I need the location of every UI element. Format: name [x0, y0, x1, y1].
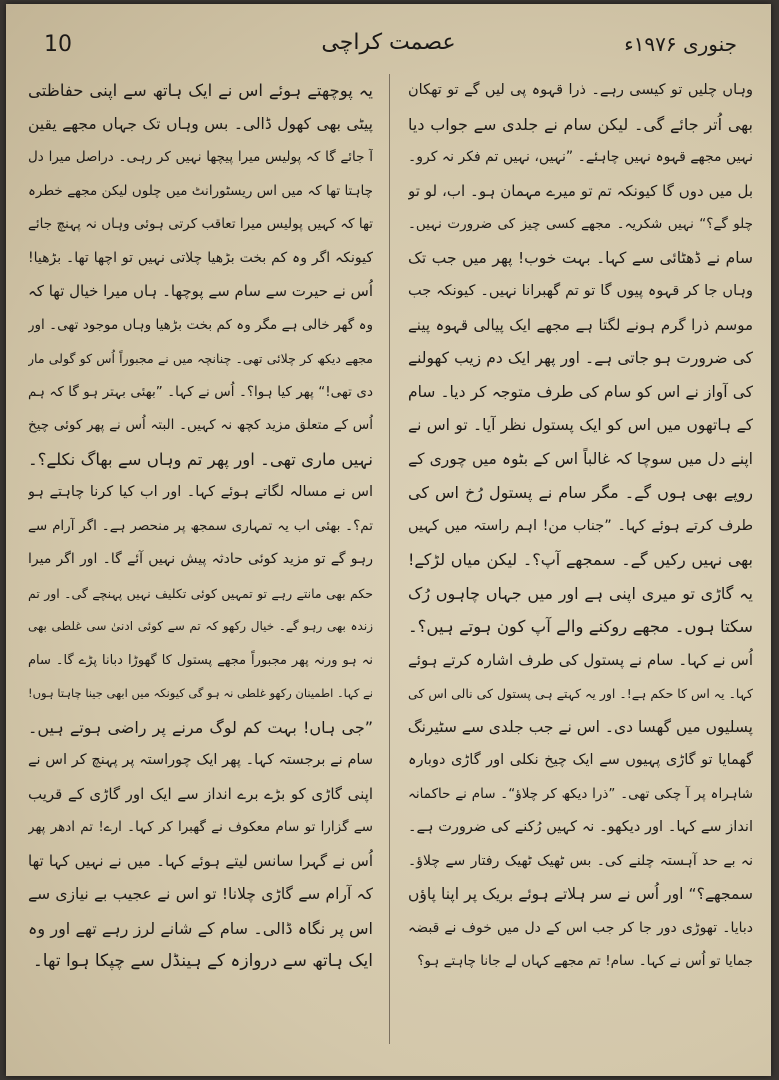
text-line: اُس نے کہا۔ سام نے پستول کی طرف اشارہ کرتے ہوئے	[408, 650, 753, 669]
text-line: دی تھی!“ پھر کیا ہوا؟۔ اُس نے کہا۔ ”بھئی بہتر ہو گا کہ ہم	[28, 383, 373, 400]
text-line: تھا کہ کہیں پولیس میرا تعاقب کرتی ہوئی وہاں نہ پہنچ جائے	[28, 216, 373, 232]
text-line: یہ گاڑی تو میری اپنی ہے اور میں جہاں چاہوں رُک	[408, 583, 753, 603]
text-line: روپے بھی ہوں گے۔ مگر سام نے پستول رُخ اس کی	[408, 483, 753, 502]
text-line: سام نے برجستہ کہا۔ پھر ایک چوراستہ پر پہنچ کر اس نے	[28, 752, 373, 768]
text-line: بھی اُتر جائے گی۔ لیکن سام نے جلدی سے جواب دیا	[408, 114, 753, 134]
text-line: وہاں چلیں تو کیسی رہے۔ ذرا قہوہ پی لیں گے تو تھکان	[408, 82, 753, 98]
text-line: یہ پوچھتے ہوئے اس نے ایک ہاتھ سے اپنی حفاظتی	[28, 81, 373, 100]
text-line: سے گزارا تو سام معکوف نے گھبرا کر کہا۔ ارے! تم ادھر پھر	[28, 819, 373, 835]
text-line: اُس نے حیرت سے سام سے پوچھا۔ ہاں میرا خیال تھا کہ	[28, 282, 373, 300]
text-line: رہو گے تو مزید کوئی حادثہ پیش نہیں آئے گا۔ اور اگر میرا	[28, 551, 373, 567]
text-line: اس پر نگاہ ڈالی۔ سام کے شانے لرز رہے تھے اور وہ	[28, 918, 373, 938]
text-line: اپنے دل میں سوچا کہ غالباً اس کے بٹوہ میں چوری کے	[408, 449, 753, 468]
text-line: پیٹی بھی کھول ڈالی۔ بس وہاں تک جہاں مجھے یقین	[28, 114, 373, 133]
journal-title: عصمت کراچی	[321, 30, 456, 55]
page-number: 10	[44, 32, 72, 57]
text-line: طرف کرتے ہوئے کہا۔ ”جناب من! اہم راستہ میں کہیں	[408, 517, 753, 534]
text-line: بھی نہیں رکیں گے۔ سمجھے آپ؟۔ لیکن میاں لڑکے!	[408, 550, 753, 569]
text-line: کہ آرام سے گاڑی چلانا! تو اس نے عجیب بے نیازی سے	[28, 885, 373, 903]
text-line: نہیں ماری تھی۔ اور پھر تم وہاں سے بھاگ نکلے؟۔	[28, 449, 373, 469]
text-line: چلو گے؟“ نہیں شکریہ۔ مجھے کسی چیز کی ضرورت نہیں۔	[408, 216, 753, 232]
running-header	[6, 30, 771, 60]
text-line: حکم بھی مانتے رہے تو تمہیں کوئی تکلیف نہیں پہنچے گی۔ اور تم	[28, 585, 373, 601]
text-line: زندہ بھی رہو گے۔ خیال رکھو کہ تم سے کوئی ادنیٰ سی غلطی بھی	[28, 619, 373, 633]
issue-date: جنوری ۱۹۷۶ء	[624, 32, 737, 56]
text-line: پسلیوں میں گھسا دی۔ اس نے جب جلدی سے سٹیرنگ	[408, 717, 753, 736]
text-line: موسم ذرا گرم ہونے لگتا ہے مجھے ایک پیالی قہوہ پینے	[408, 315, 753, 334]
text-line: ”جی ہاں! بہت کم لوگ مرنے پر راضی ہوتے ہیں۔	[28, 717, 373, 737]
text-line: نہ ہو ورنہ پھر مجبوراً مجھے پستول کا گھوڑا دبانا پڑے گا۔ سام	[28, 652, 373, 668]
text-line: کہا۔ یہ اس کا حکم ہے!۔ اور یہ کہتے ہی پستول کی نالی اس کی	[408, 686, 753, 701]
text-line: کی آواز نے اس کو سام کی طرف متوجہ کر دیا۔ سام	[408, 382, 753, 401]
column-divider	[389, 74, 390, 1044]
text-line: اُس کے متعلق مزید کچھ نہ کہیں۔ البتہ اُس نے پھر کوئی چیخ	[28, 417, 373, 433]
text-line: نہیں مجھے قہوہ نہیں چاہئے۔ ”نہیں، نہیں تم فکر نہ کرو۔	[408, 149, 753, 165]
text-line: بل میں دوں گا کیونکہ تم تو میرے مہمان ہو۔ اب، لو تو	[408, 181, 753, 200]
text-line: وہاں جا کر قہوہ پیوں گا تو تم گھبرانا نہیں۔ کیونکہ جب	[408, 283, 753, 299]
text-line: سام نے ڈھٹائی سے کہا۔ بہت خوب! پھر میں جب تک	[408, 248, 753, 267]
text-line: کیونکہ اگر وہ کم بخت بڑھیا چلاتی نہیں تو اچھا تھا۔ بڑھیا!	[28, 249, 373, 266]
text-line: اس نے مسالہ لگاتے ہوئے کہا۔ اور اب کیا کرنا چاہتے ہو	[28, 484, 373, 500]
text-line: کے ہاتھوں میں اس کو ایک پستول نظر آیا۔ تو اس نے	[408, 416, 753, 434]
right-text-column	[408, 74, 753, 1054]
text-line: جمایا تو اُس نے کہا۔ سام! تم مجھے کہاں لے جانا چاہتے ہو؟	[417, 953, 753, 969]
text-line: دبایا۔ تھوڑی دور جا کر جب اس کے دل میں خوف نے قبضہ	[408, 919, 753, 936]
text-line: سکتا ہوں۔ مجھے روکنے والے آپ کون ہوتے ہیں؟۔	[408, 617, 753, 636]
text-line: ایک ہاتھ سے دروازہ کے ہینڈل سے چپکا ہوا تھا۔	[32, 951, 373, 971]
text-line: آ جائے گا کہ پولیس میرا پیچھا نہیں کر رہی۔ دراصل میرا دل	[28, 149, 373, 165]
text-line: اُس نے گہرا سانس لیتے ہوئے کہا۔ میں نے نہیں کہا تھا	[28, 851, 373, 870]
magazine-page	[6, 4, 771, 1076]
text-line: نے کہا۔ اطمینان رکھو غلطی نہ ہو گی کیونکہ میں ابھی جینا چاہتا ہوں!	[28, 686, 373, 700]
text-line: مجھے دیکھ کر چلائی تھی۔ چنانچہ میں نے مجبوراً اُس کو گولی مار	[28, 351, 373, 366]
text-line: اپنی گاڑی کو بڑے برے انداز سے ایک اور گاڑی کے قریب	[28, 784, 373, 803]
text-line: چاہتا تھا کہ میں اس ریسٹورانٹ میں چلوں لیکن مجھے خطرہ	[28, 182, 373, 199]
text-line: نہ بے حد آہستہ چلنے کی۔ بس ٹھیک ٹھیک رفتار سے چلاؤ۔	[408, 852, 753, 869]
text-line: تم؟۔ بھئی اب یہ تمہاری سمجھ پر منحصر ہے۔ اگر آرام سے	[28, 517, 373, 534]
text-line: سمجھے؟“ اور اُس نے سر ہلاتے ہوئے بریک پر اپنا پاؤں	[408, 885, 753, 903]
text-line: کی ضرورت ہو جاتی ہے۔ اور پھر ایک دم زیب کھولنے	[408, 349, 753, 367]
text-line: انداز سے کہا۔ اور دیکھو۔ نہ کہیں رُکنے کی ضرورت ہے۔	[408, 819, 753, 835]
text-line: گھمایا تو گاڑی پہیوں سے ایک چیخ نکلی اور گاڑی دوبارہ	[408, 752, 753, 768]
text-line: شاہراہ پر آ چکی تھی۔ ”ذرا دیکھ کر چلاؤ“۔ سام نے حاکمانہ	[408, 785, 753, 802]
left-text-column	[28, 74, 373, 1054]
text-line: وہ گھر خالی ہے مگر وہ کم بخت بڑھیا وہاں موجود تھی۔ اور	[28, 316, 373, 333]
